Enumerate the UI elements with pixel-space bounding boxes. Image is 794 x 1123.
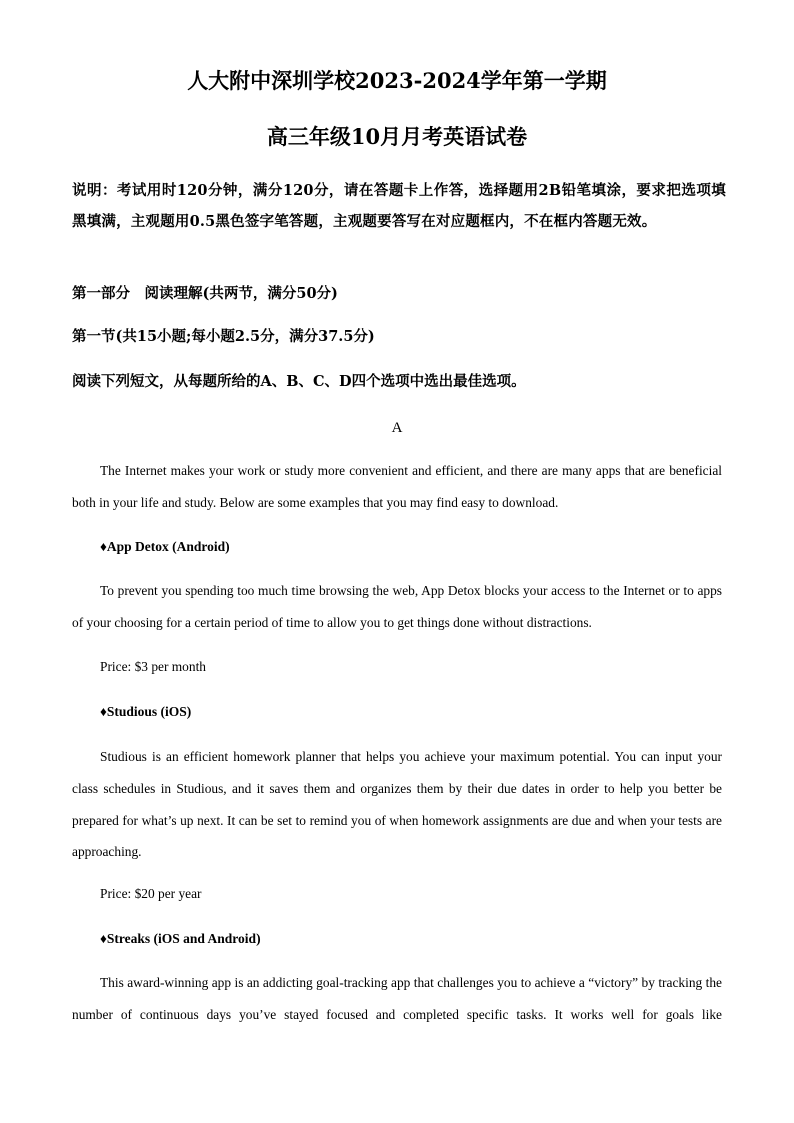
exam-title-subject: 高三年级10月月考英语试卷 [266,124,528,149]
app-description-detox: To prevent you spending too much time browsing the web, App Detox blocks your access to the Internet or to apps of your choosing for a certain period of time to allow you to get things done without distractions. [72,583,722,630]
reading-directions: 阅读下列短文，从每题所给的A、B、C、D四个选项中选出最佳选项。 [72,373,526,390]
app-price-detox: Price: $3 per month [100,659,206,674]
app-heading-streaks: ♦Streaks (iOS and Android) [100,931,261,946]
app-heading-studious: ♦Studious (iOS) [100,704,192,719]
part-heading: 第一部分 阅读理解(共两节，满分50分) [72,285,338,302]
passage-letter: A [391,420,403,436]
app-description-studious: Studious is an efficient homework planner that helps you achieve your maximum potential. You can input your class schedules in Studious, and it saves them and organizes them by their due dates in order to help you better be prepared for what’s up next. It can be set to remind you of when homework assignments are due and when your tests are approaching. [72,749,722,860]
exam-title-school: 人大附中深圳学校2023-2024学年第一学期 [187,68,607,93]
app-price-studious: Price: $20 per year [100,886,202,901]
section-heading: 第一节(共15小题;每小题2.5分，满分37.5分) [72,328,375,345]
exam-instructions: 说明：考试用时120分钟，满分120分，请在答题卡上作答，选择题用2B铅笔填涂，要求把选项填黑填满，主观题用0.5黑色签字笔答题，主观题要答写在对应题框内，不在框内答题无效。 [72,182,726,230]
app-heading-detox: ♦App Detox (Android) [100,539,230,554]
passage-intro: The Internet makes your work or study more convenient and efficient, and there are many apps that are beneficial both in your life and study. Below are some examples that you may find easy to download. [72,463,722,510]
app-description-streaks: This award-winning app is an addicting goal-tracking app that challenges you to achieve a “victory” by tracking the number of continuous days you’ve stayed focused and completed specific tasks. It works well for goals like [72,975,722,1022]
